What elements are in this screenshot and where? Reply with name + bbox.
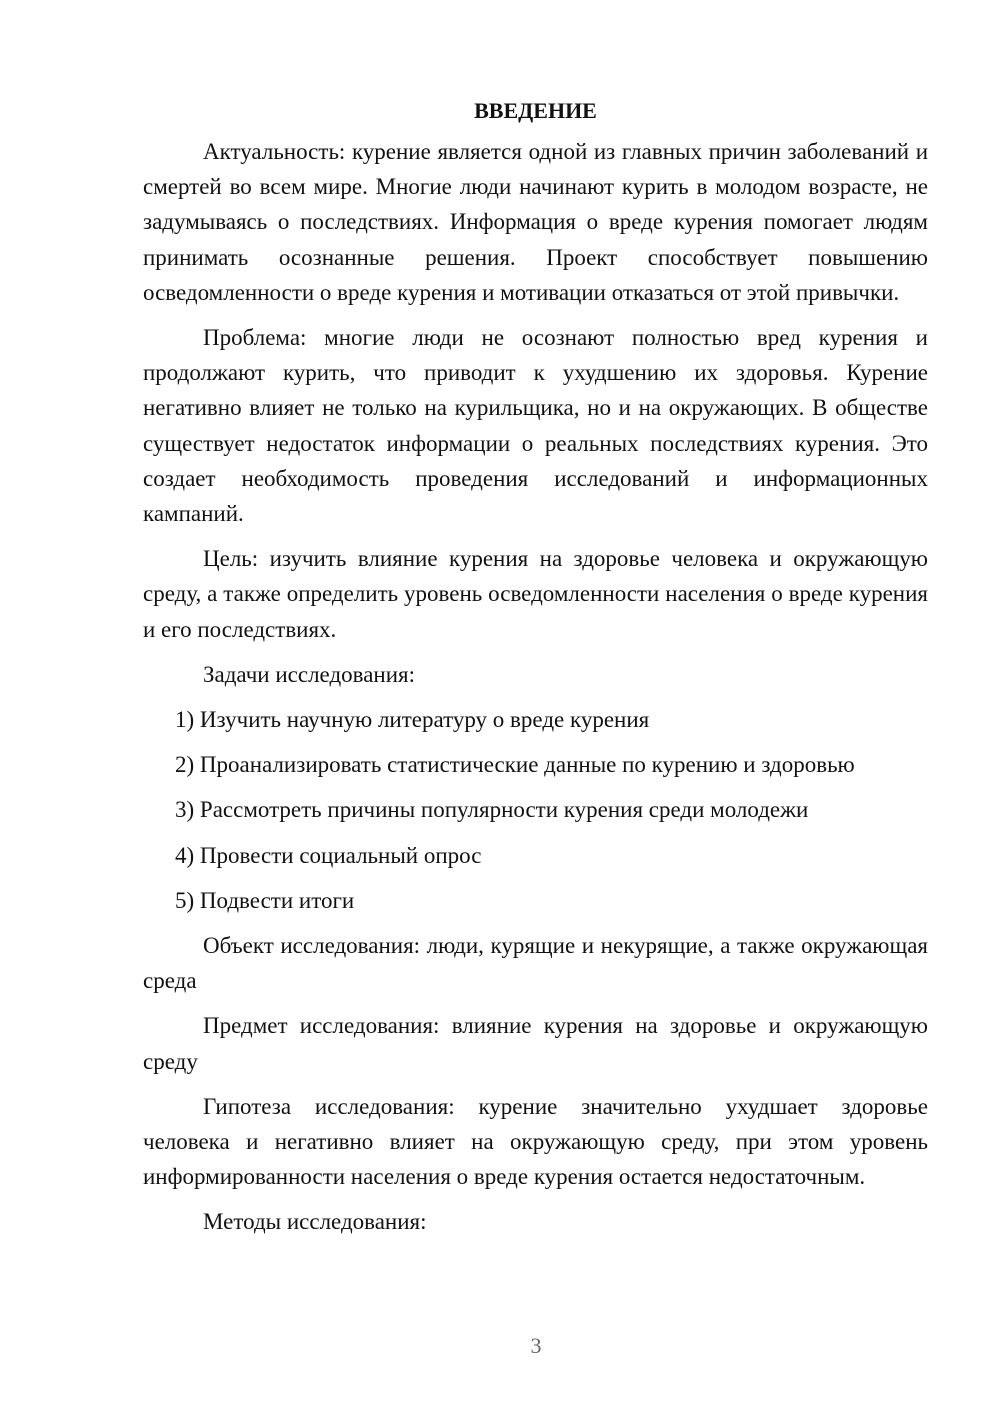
- goal-paragraph: Цель: изучить влияние курения на здоровье человека и окружающую среду, а также определить уровень осведомленности населения о вреде курения и его последствиях.: [143, 546, 928, 642]
- task-item: 1) Изучить научную литературу о вреде курения: [175, 707, 650, 733]
- page-title: ВВЕДЕНИЕ: [474, 98, 597, 123]
- tasks-list: [143, 702, 928, 918]
- task-item: 4) Провести социальный опрос: [175, 842, 482, 868]
- methods-heading: Методы исследования:: [203, 1209, 427, 1235]
- problem-paragraph: Проблема: многие люди не осознают полностью вред курения и продолжают курить, что приводит к ухудшению их здоровья. Курение негативно влияет не только на курильщика, но и на окружающих. В обществе существует недостаток информации о реальных последствиях курения. Это создает необходимость проведения исследований и информационных кампаний.: [143, 325, 928, 527]
- relevance-paragraph: Актуальность: курение является одной из главных причин заболеваний и смертей во всем мире. Многие люди начинают курить в молодом возрасте, не задумываясь о последствиях. Информация о вреде курения помогает людям принимать осознанные решения. Проект способствует повышению осведомленности о вреде курения и мотивации отказаться от этой привычки.: [143, 139, 928, 305]
- task-item: 2) Проанализировать статистические данные по курению и здоровью: [175, 752, 855, 778]
- task-item: 3) Рассмотреть причины популярности курения среди молодежи: [175, 797, 809, 823]
- hypothesis-paragraph: Гипотеза исследования: курение значительно ухудшает здоровье человека и негативно влияет на окружающую среду, при этом уровень информированности населения о вреде курения остается недостаточным.: [143, 1093, 928, 1190]
- page-content: [143, 93, 928, 1250]
- page-number: 3: [530, 1333, 542, 1358]
- object-paragraph: Объект исследования: люди, курящие и некурящие, а также окружающая среда: [143, 933, 928, 994]
- tasks-heading: Задачи исследования:: [203, 661, 416, 687]
- subject-paragraph: Предмет исследования: влияние курения на здоровье и окружающую среду: [143, 1013, 928, 1074]
- task-item: 5) Подвести итоги: [175, 887, 355, 913]
